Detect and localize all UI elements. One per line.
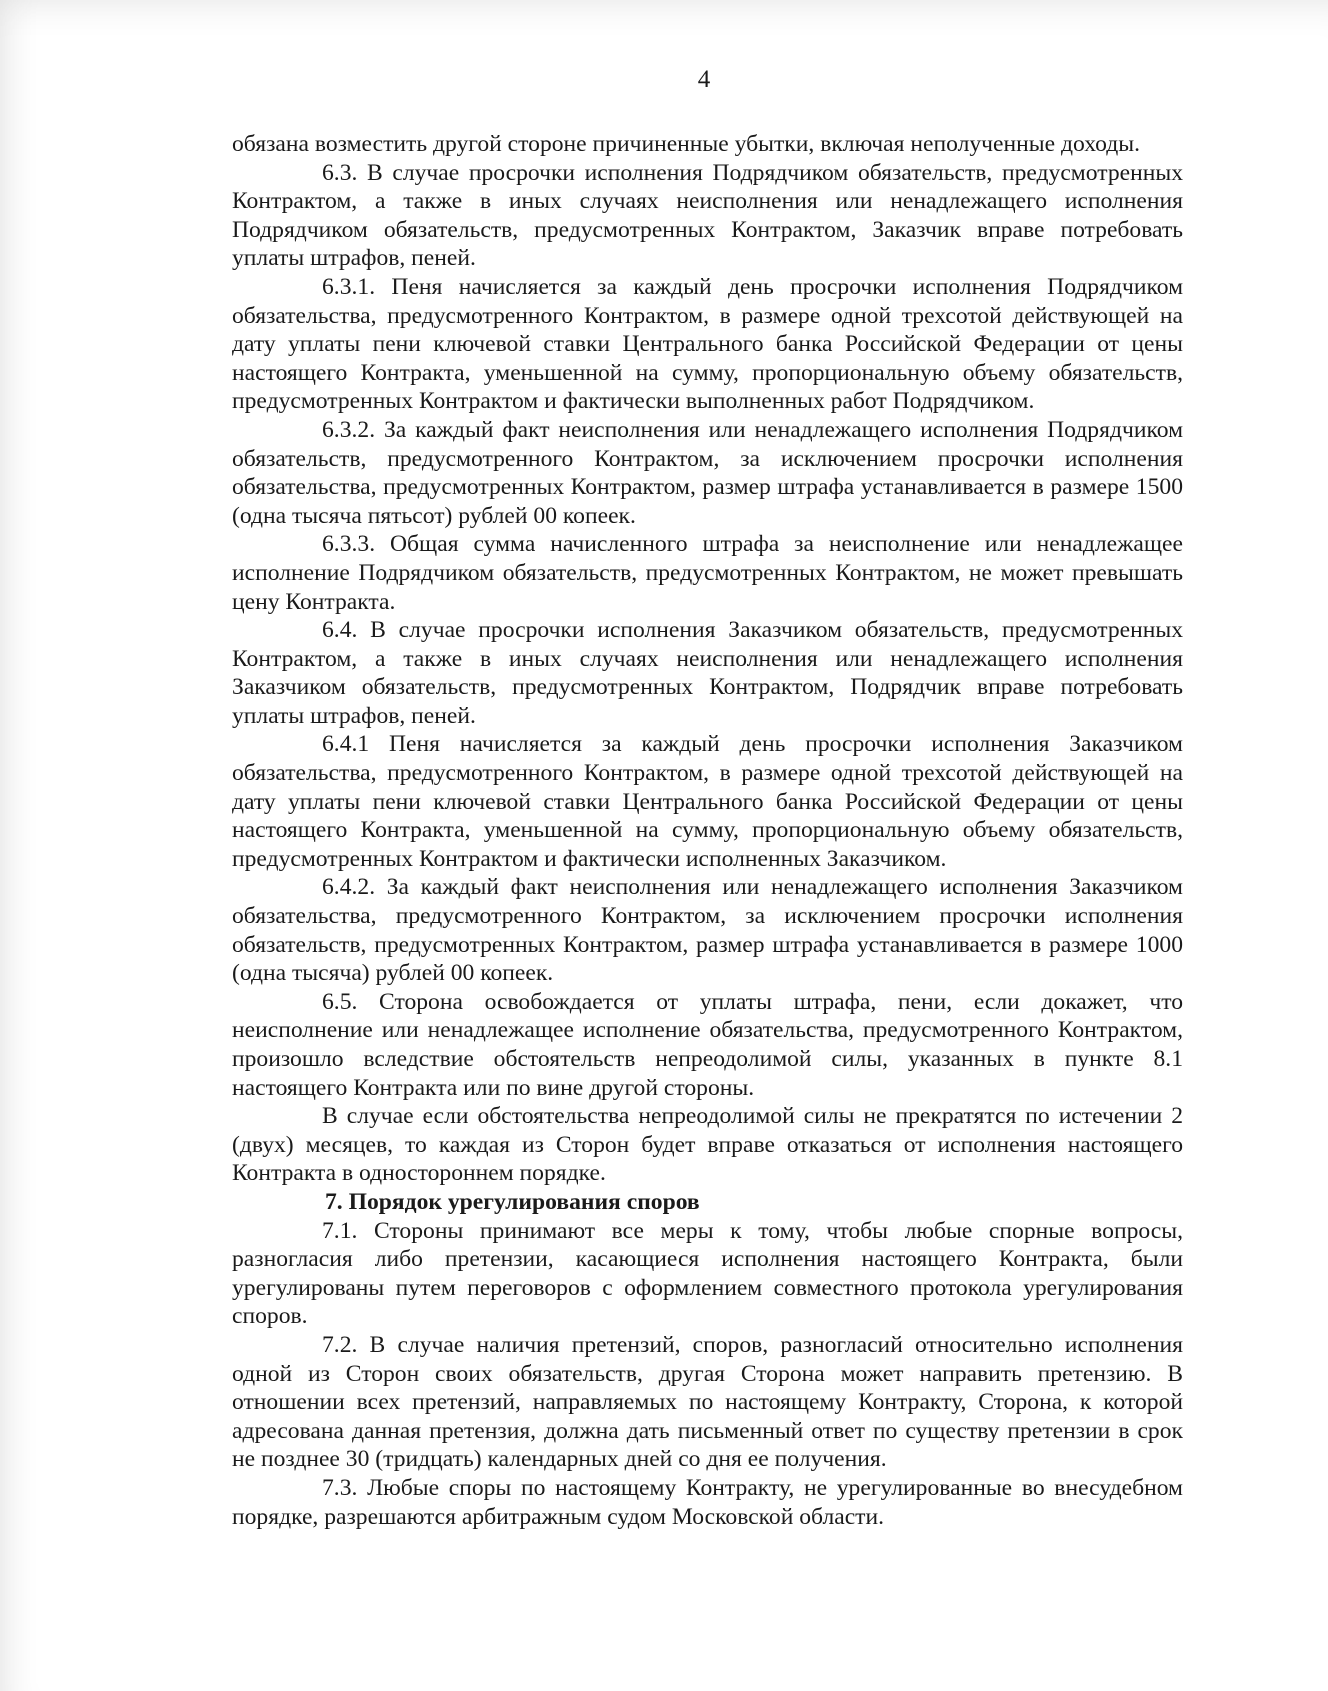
paragraph-7-1: 7.1. Стороны принимают все меры к тому, чтобы любые спорные вопросы, разногласия либо претензии, касающиеся исполнения настоящего Контракта, были урегулированы путем переговоров с оформлением совместного протокола урегулирования споров. <box>232 1217 1183 1330</box>
paragraph-force-majeure: В случае если обстоятельства непреодолимой силы не прекратятся по истечении 2 (двух) месяцев, то каждая из Сторон будет вправе отказаться от исполнения настоящего Контракта в одностороннем порядке. <box>232 1103 1183 1187</box>
paragraph-6-4-1: 6.4.1 Пеня начисляется за каждый день просрочки исполнения Заказчиком обязательства, предусмотренного Контрактом, в размере одной трехсотой действующей на дату уплаты пени ключевой ставки Центрального банка Российской Федерации от цены настоящего Контракта, уменьшенной на сумму, пропорциональную объему обязательств, предусмотренных Контрактом и фактически исполненных Заказчиком. <box>232 731 1183 872</box>
paragraph-6-4-2: 6.4.2. За каждый факт неисполнения или ненадлежащего исполнения Заказчиком обязательства, предусмотренного Контрактом, за исключением просрочки исполнения обязательств, предусмотренных Контрактом, размер штрафа устанавливается в размере 1000 (одна тысяча) рублей 00 копеек. <box>232 874 1183 987</box>
paragraph-6-3-1: 6.3.1. Пеня начисляется за каждый день просрочки исполнения Подрядчиком обязательства, предусмотренного Контрактом, в размере одной трехсотой действующей на дату уплаты пени ключевой ставки Центрального банка Российской Федерации от цены настоящего Контракта, уменьшенной на сумму, пропорциональную объему обязательств, предусмотренных Контрактом и фактически выполненных работ Подрядчиком. <box>232 273 1183 415</box>
paragraph-7-3: 7.3. Любые споры по настоящему Контракту, не урегулированные во внесудебном порядке, разрешаются арбитражным судом Московской области. <box>232 1474 1183 1530</box>
paragraph-6-5: 6.5. Сторона освобождается от уплаты штрафа, пени, если докажет, что неисполнение или ненадлежащее исполнение обязательства, предусмотренного Контрактом, произошло вследствие обстоятельств непреодолимой силы, указанных в пункте 8.1 настоящего Контракта или по вине другой стороны. <box>232 988 1183 1101</box>
paragraph-6-3-3: 6.3.3. Общая сумма начисленного штрафа за неисполнение или ненадлежащее исполнение Подрядчиком обязательств, предусмотренных Контрактом, не может превышать цену Контракта. <box>232 531 1183 615</box>
page-number: 4 <box>697 66 711 93</box>
paragraph-continuation: обязана возместить другой стороне причиненные убытки, включая неполученные доходы. <box>232 131 1140 157</box>
paragraph-6-3: 6.3. В случае просрочки исполнения Подрядчиком обязательств, предусмотренных Контрактом, а также в иных случаях неисполнения или ненадлежащего исполнения Подрядчиком обязательств, предусмотренных Контрактом, Заказчик вправе потребовать уплаты штрафов, пеней. <box>232 159 1183 272</box>
paragraph-6-4: 6.4. В случае просрочки исполнения Заказчиком обязательств, предусмотренных Контрактом, а также в иных случаях неисполнения или ненадлежащего исполнения Заказчиком обязательств, предусмотренных Контрактом, Подрядчик вправе потребовать уплаты штрафов, пеней. <box>232 617 1183 729</box>
paragraph-7-2: 7.2. В случае наличия претензий, споров, разногласий относительно исполнения одной из Сторон своих обязательств, другая Сторона может направить претензию. В отношении всех претензий, направляемых по настоящему Контракту, Сторона, к которой адресована данная претензия, должна дать письменный ответ по существу претензии в срок не позднее 30 (тридцать) календарных дней со дня ее получения. <box>232 1331 1183 1473</box>
paragraph-6-3-2: 6.3.2. За каждый факт неисполнения или ненадлежащего исполнения Подрядчиком обязательств, предусмотренного Контрактом, за исключением просрочки исполнения обязательства, предусмотренных Контрактом, размер штрафа устанавливается в размере 1500 (одна тысяча пятьсот) рублей 00 копеек. <box>232 416 1183 529</box>
section-heading-7: 7. Порядок урегулирования споров <box>325 1188 700 1215</box>
document-body <box>232 130 1183 1531</box>
